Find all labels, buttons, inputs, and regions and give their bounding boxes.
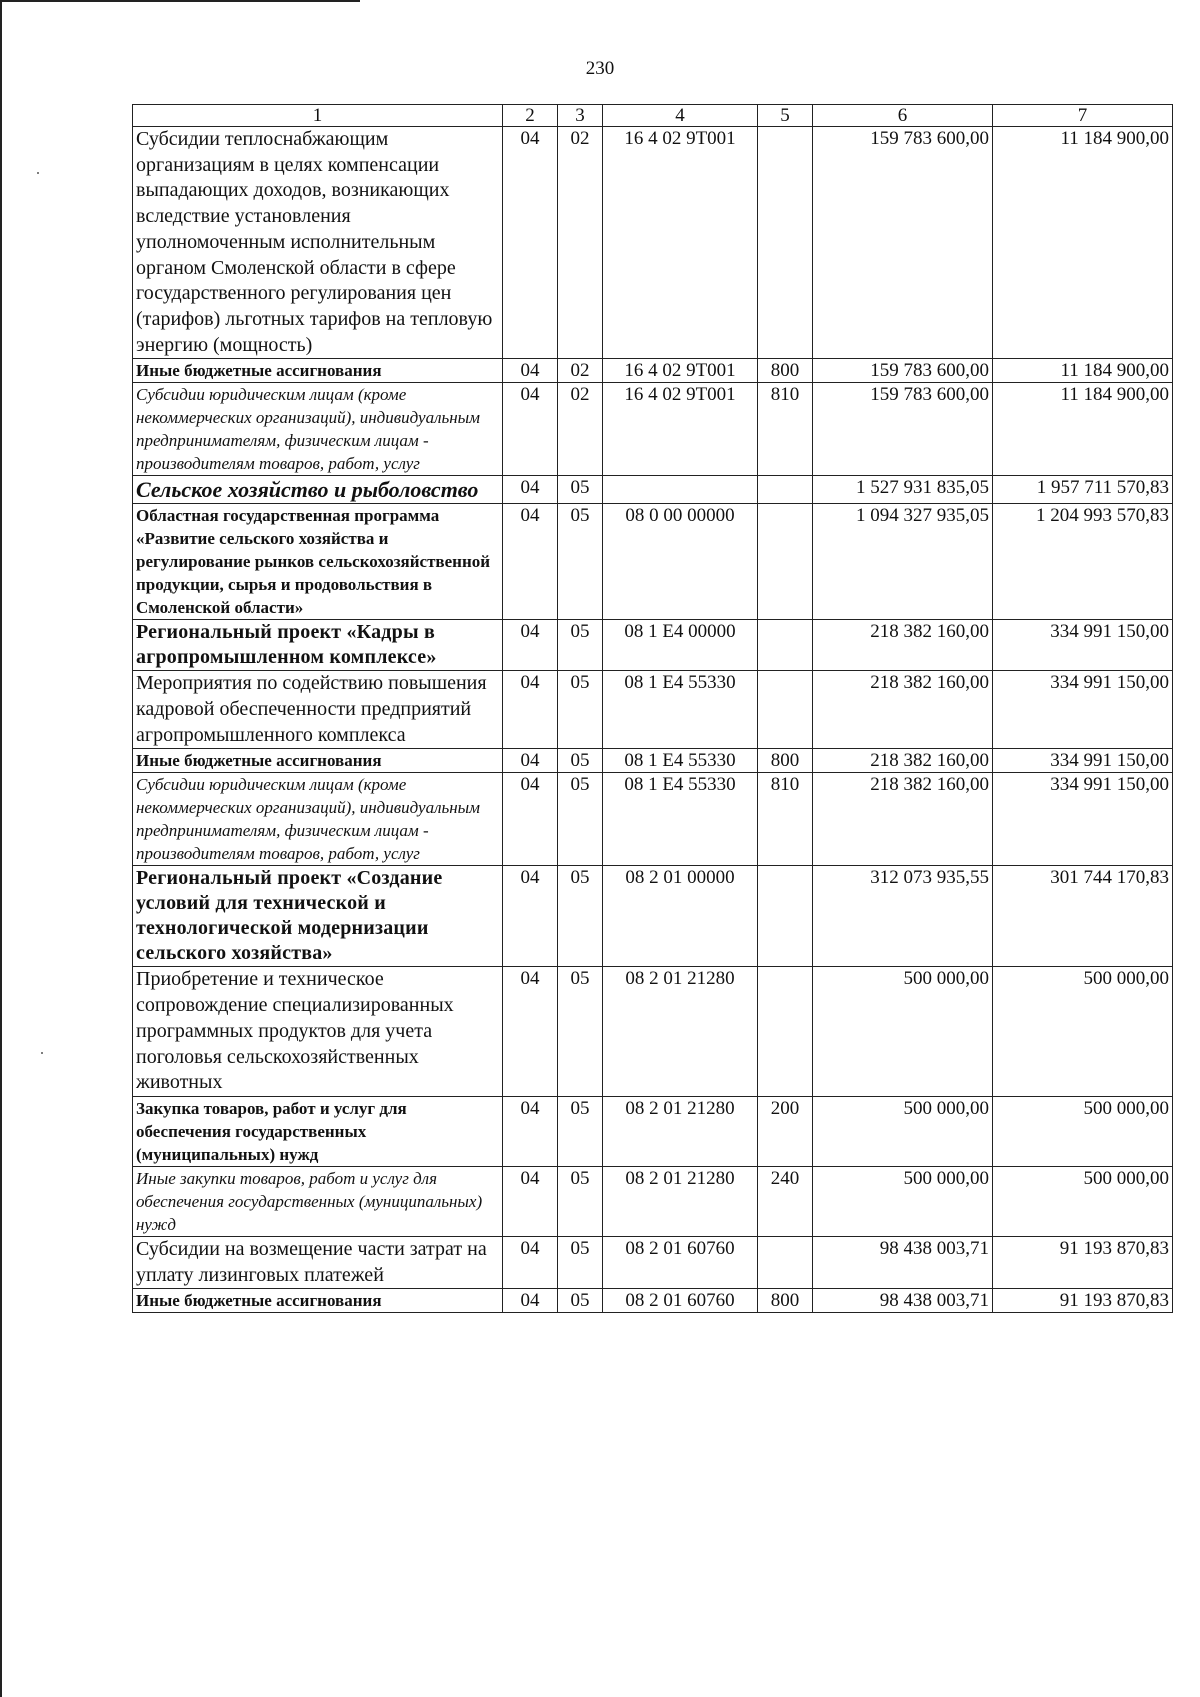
amount-col-7: 334 991 150,00 [993,773,1173,866]
row-name: Субсидии на возмещение части затрат на уплату лизинговых платежей [133,1236,503,1288]
subsection-code: 05 [558,967,603,1097]
target-article-code: 08 1 Е4 00000 [603,620,758,671]
target-article-code [603,476,758,504]
subsection-code: 02 [558,127,603,359]
subsection-code: 05 [558,1236,603,1288]
column-header: 7 [993,105,1173,127]
subsection-code: 05 [558,1289,603,1313]
row-name: Иные бюджетные ассигнования [133,359,503,383]
scan-speck [37,172,39,174]
column-header: 1 [133,105,503,127]
row-name: Областная государственная программа «Развитие сельского хозяйства и регулирование рынков сельскохозяйственной продукции, сырья и продовольствия в Смоленской области» [133,504,503,620]
section-code: 04 [503,476,558,504]
row-name: Субсидии юридическим лицам (кроме некоммерческих организаций), индивидуальным предпринимателям, физическим лицам - производителям товаров, работ, услуг [133,773,503,866]
target-article-code: 16 4 02 9Т001 [603,383,758,476]
budget-table [132,104,1173,1313]
target-article-code: 08 2 01 21280 [603,1166,758,1236]
amount-col-6: 218 382 160,00 [813,773,993,866]
table-row [133,620,1173,671]
expense-type-code: 810 [758,383,813,476]
amount-col-6: 98 438 003,71 [813,1289,993,1313]
section-code: 04 [503,671,558,749]
row-name: Иные бюджетные ассигнования [133,1289,503,1313]
amount-col-6: 1 527 931 835,05 [813,476,993,504]
expense-type-code [758,967,813,1097]
subsection-code: 05 [558,1166,603,1236]
subsection-code: 05 [558,1096,603,1166]
amount-col-6: 218 382 160,00 [813,749,993,773]
row-name: Мероприятия по содействию повышения кадровой обеспеченности предприятий агропромышленного комплекса [133,671,503,749]
row-name: Иные бюджетные ассигнования [133,749,503,773]
amount-col-6: 218 382 160,00 [813,620,993,671]
amount-col-7: 11 184 900,00 [993,127,1173,359]
expense-type-code: 800 [758,359,813,383]
table-row [133,749,1173,773]
amount-col-7: 11 184 900,00 [993,359,1173,383]
target-article-code: 08 1 Е4 55330 [603,773,758,866]
amount-col-6: 98 438 003,71 [813,1236,993,1288]
expense-type-code [758,127,813,359]
row-name: Сельское хозяйство и рыболовство [133,476,503,504]
column-header: 2 [503,105,558,127]
row-name: Приобретение и техническое сопровождение специализированных программных продуктов для учета поголовья сельскохозяйственных животных [133,967,503,1097]
table-row [133,671,1173,749]
amount-col-6: 159 783 600,00 [813,359,993,383]
row-name: Региональный проект «Создание условий для технической и технологической модернизации сельского хозяйства» [133,866,503,967]
table-row [133,383,1173,476]
section-code: 04 [503,383,558,476]
table-header-row [133,105,1173,127]
expense-type-code: 800 [758,1289,813,1313]
amount-col-7: 334 991 150,00 [993,671,1173,749]
subsection-code: 05 [558,620,603,671]
expense-type-code: 240 [758,1166,813,1236]
amount-col-6: 159 783 600,00 [813,383,993,476]
amount-col-6: 500 000,00 [813,1096,993,1166]
column-header: 4 [603,105,758,127]
table-row [133,773,1173,866]
row-name: Иные закупки товаров, работ и услуг для обеспечения государственных (муниципальных) нужд [133,1166,503,1236]
expense-type-code [758,620,813,671]
amount-col-7: 334 991 150,00 [993,749,1173,773]
table-row [133,476,1173,504]
amount-col-6: 500 000,00 [813,1166,993,1236]
subsection-code: 05 [558,671,603,749]
section-code: 04 [503,359,558,383]
target-article-code: 08 2 01 00000 [603,866,758,967]
expense-type-code [758,671,813,749]
scan-speck [41,1052,43,1054]
section-code: 04 [503,749,558,773]
expense-type-code: 810 [758,773,813,866]
target-article-code: 16 4 02 9Т001 [603,127,758,359]
subsection-code: 02 [558,383,603,476]
target-article-code: 08 2 01 21280 [603,967,758,1097]
amount-col-6: 218 382 160,00 [813,671,993,749]
target-article-code: 08 2 01 21280 [603,1096,758,1166]
expense-type-code [758,476,813,504]
expense-type-code [758,504,813,620]
table-row [133,504,1173,620]
table-row [133,1166,1173,1236]
target-article-code: 08 2 01 60760 [603,1236,758,1288]
column-header: 3 [558,105,603,127]
page-edge-top [0,0,360,2]
section-code: 04 [503,967,558,1097]
target-article-code: 16 4 02 9Т001 [603,359,758,383]
section-code: 04 [503,504,558,620]
expense-type-code [758,1236,813,1288]
row-name: Субсидии юридическим лицам (кроме некоммерческих организаций), индивидуальным предпринимателям, физическим лицам - производителям товаров, работ, услуг [133,383,503,476]
section-code: 04 [503,1166,558,1236]
page-number: 230 [585,58,615,79]
table-row [133,967,1173,1097]
amount-col-7: 1 957 711 570,83 [993,476,1173,504]
section-code: 04 [503,866,558,967]
table-row [133,359,1173,383]
page-edge-left [0,0,2,1697]
amount-col-7: 334 991 150,00 [993,620,1173,671]
table-row [133,1289,1173,1313]
subsection-code: 05 [558,749,603,773]
column-header: 5 [758,105,813,127]
section-code: 04 [503,1096,558,1166]
target-article-code: 08 1 Е4 55330 [603,671,758,749]
column-header: 6 [813,105,993,127]
amount-col-7: 500 000,00 [993,967,1173,1097]
expense-type-code: 800 [758,749,813,773]
section-code: 04 [503,1236,558,1288]
amount-col-7: 91 193 870,83 [993,1289,1173,1313]
amount-col-7: 301 744 170,83 [993,866,1173,967]
amount-col-7: 91 193 870,83 [993,1236,1173,1288]
amount-col-7: 1 204 993 570,83 [993,504,1173,620]
amount-col-7: 500 000,00 [993,1096,1173,1166]
table-row [133,127,1173,359]
table-row [133,866,1173,967]
subsection-code: 05 [558,476,603,504]
section-code: 04 [503,127,558,359]
section-code: 04 [503,773,558,866]
amount-col-7: 11 184 900,00 [993,383,1173,476]
expense-type-code [758,866,813,967]
amount-col-6: 1 094 327 935,05 [813,504,993,620]
amount-col-6: 500 000,00 [813,967,993,1097]
amount-col-6: 159 783 600,00 [813,127,993,359]
subsection-code: 05 [558,866,603,967]
table-row [133,1096,1173,1166]
row-name: Региональный проект «Кадры в агропромышленном комплексе» [133,620,503,671]
target-article-code: 08 2 01 60760 [603,1289,758,1313]
expense-type-code: 200 [758,1096,813,1166]
subsection-code: 05 [558,773,603,866]
amount-col-7: 500 000,00 [993,1166,1173,1236]
row-name: Субсидии теплоснабжающим организациям в целях компенсации выпадающих доходов, возникающих вследствие установления уполномоченным исполнительным органом Смоленской области в сфере государственного регулирования цен (тарифов) льготных тарифов на тепловую энергию (мощность) [133,127,503,359]
subsection-code: 05 [558,504,603,620]
section-code: 04 [503,1289,558,1313]
table-row [133,1236,1173,1288]
target-article-code: 08 0 00 00000 [603,504,758,620]
amount-col-6: 312 073 935,55 [813,866,993,967]
target-article-code: 08 1 Е4 55330 [603,749,758,773]
section-code: 04 [503,620,558,671]
subsection-code: 02 [558,359,603,383]
row-name: Закупка товаров, работ и услуг для обеспечения государственных (муниципальных) нужд [133,1096,503,1166]
